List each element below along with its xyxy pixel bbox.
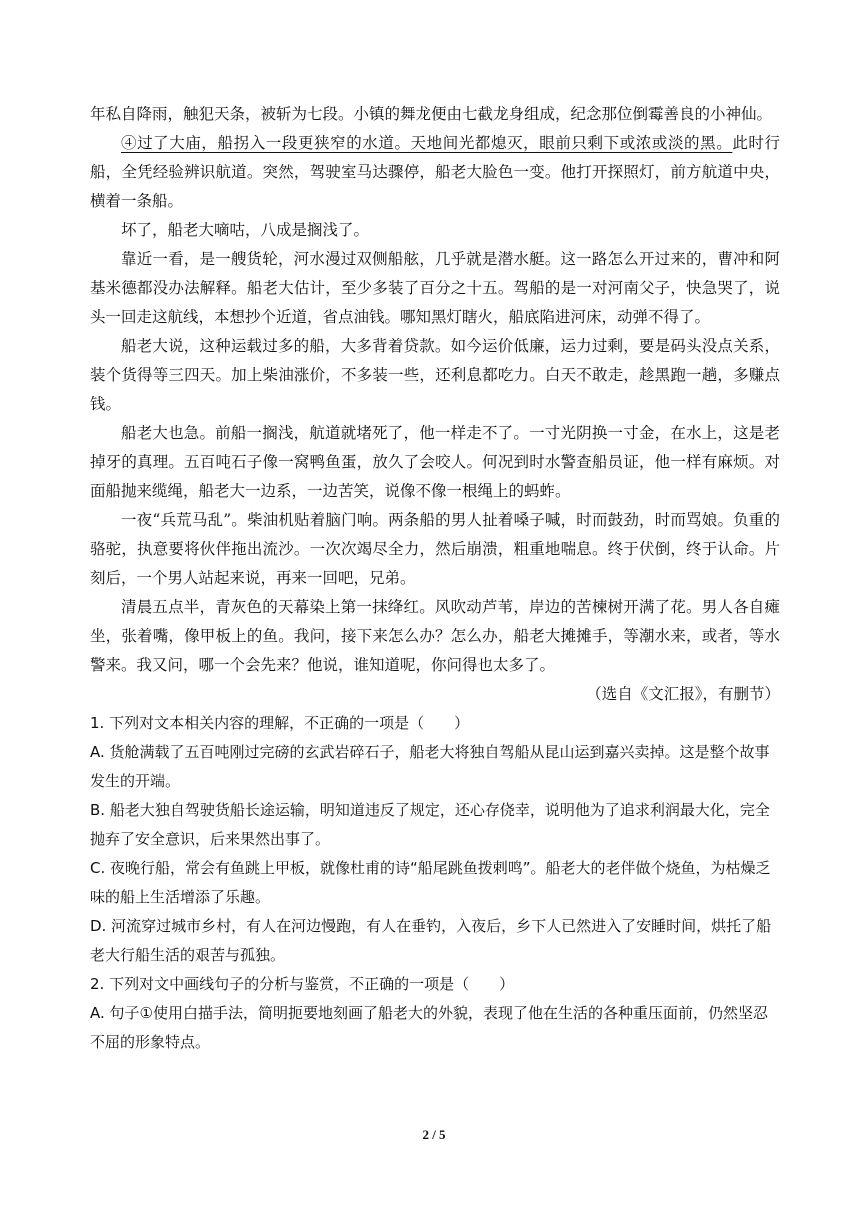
question-2-option-a: A. 句子①使用白描手法，简明扼要地刻画了船老大的外貌，表现了他在生活的各种重压面前，仍然坚忍不屈的形象特点。: [90, 1004, 768, 1051]
passage-paragraph: 船老大说，这种运载过多的船，大多背着贷款。如今运价低廉，运力过剩，要是码头没点关系，装个货得等三四天。加上柴油涨价，不多装一些，还利息都吃力。白天不敢走，趁黑跑一趟，多赚点钱。: [90, 337, 780, 413]
passage-paragraph: 年私自降雨，触犯天条，被斩为七段。小镇的舞龙便由七截龙身组成，纪念那位倒霉善良的小神仙。: [90, 105, 773, 123]
question-1-option-b: B. 船老大独自驾驶货船长途运输，明知道违反了规定，还心存侥幸，说明他为了追求利润最大化，完全抛弃了安全意识，后来果然出事了。: [90, 801, 770, 848]
question-1-option-d: D. 河流穿过城市乡村，有人在河边慢跑，有人在垂钓，入夜后，乡下人已然进入了安睡时间，烘托了船老大行船生活的艰苦与孤独。: [90, 917, 772, 964]
question-1-stem: 1. 下列对文本相关内容的理解，不正确的一项是（ ）: [90, 714, 470, 732]
question-1-option-c: C. 夜晚行船，常会有鱼跳上甲板，就像杜甫的诗“船尾跳鱼拨剌鸣”。船老大的老伴做个烧鱼，为枯燥乏味的船上生活增添了乐趣。: [90, 859, 771, 906]
question-2-stem: 2. 下列对文中画线句子的分析与鉴赏，不正确的一项是（ ）: [90, 975, 515, 993]
document-body: [90, 100, 780, 1057]
source-citation: （选自《文汇报》，有删节）: [586, 685, 780, 703]
passage-paragraph: 清晨五点半，青灰色的天幕染上第一抹绛红。风吹动芦苇，岸边的苦楝树开满了花。男人各自瘫坐，张着嘴，像甲板上的鱼。我问，接下来怎么办？怎么办，船老大摊摊手，等潮水来，或者，等水警来。我又问，哪一个会先来？他说，谁知道呢，你问得也太多了。: [90, 598, 780, 674]
passage-paragraph: [90, 129, 780, 216]
underlined-sentence-4: ④过了大庙，船拐入一段更狭窄的水道。天地间光都熄灭，眼前只剩下或浓或淡的黑。: [121, 134, 733, 152]
passage-paragraph: 坏了，船老大嘀咕，八成是搁浅了。: [121, 221, 370, 239]
passage-paragraph: 一夜“兵荒马乱”。柴油机贴着脑门响。两条船的男人扯着嗓子喊，时而鼓劲，时而骂娘。负重的骆驼，执意要将伙伴拖出流沙。一次次竭尽全力，然后崩溃，粗重地喘息。终于伏倒，终于认命。片刻后，一个男人站起来说，再来一回吧，兄弟。: [90, 511, 780, 587]
passage-paragraph: 船老大也急。前船一搁浅，航道就堵死了，他一样走不了。一寸光阴换一寸金，在水上，这是老掉牙的真理。五百吨石子像一窝鸭鱼蛋，放久了会咬人。何况到时水警查船员证，他一样有麻烦。对面船抛来缆绳，船老大一边系，一边苦笑，说像不像一根绳上的蚂蚱。: [90, 424, 780, 500]
question-1-option-a: A. 货舱满载了五百吨刚过完磅的玄武岩碎石子，船老大将独自驾船从昆山运到嘉兴卖掉。这是整个故事发生的开端。: [90, 743, 770, 790]
page-number: 2 / 5: [422, 1127, 446, 1142]
passage-paragraph: 靠近一看，是一艘货轮，河水漫过双侧船舷，几乎就是潜水艇。这一路怎么开过来的，曹冲和阿基米德都没办法解释。船老大估计，至少多装了百分之十五。驾船的是一对河南父子，快急哭了，说头一回走这航线，本想抄个近道，省点油钱。哪知黑灯瞎火，船底陷进河床，动弹不得了。: [90, 250, 780, 326]
paragraph-text: 此时行船，全凭经验辨识航道。突然，驾驶室马达骤停，船老大脸色一变。他打开探照灯，前方航道中央，横着一条船。: [90, 134, 780, 210]
